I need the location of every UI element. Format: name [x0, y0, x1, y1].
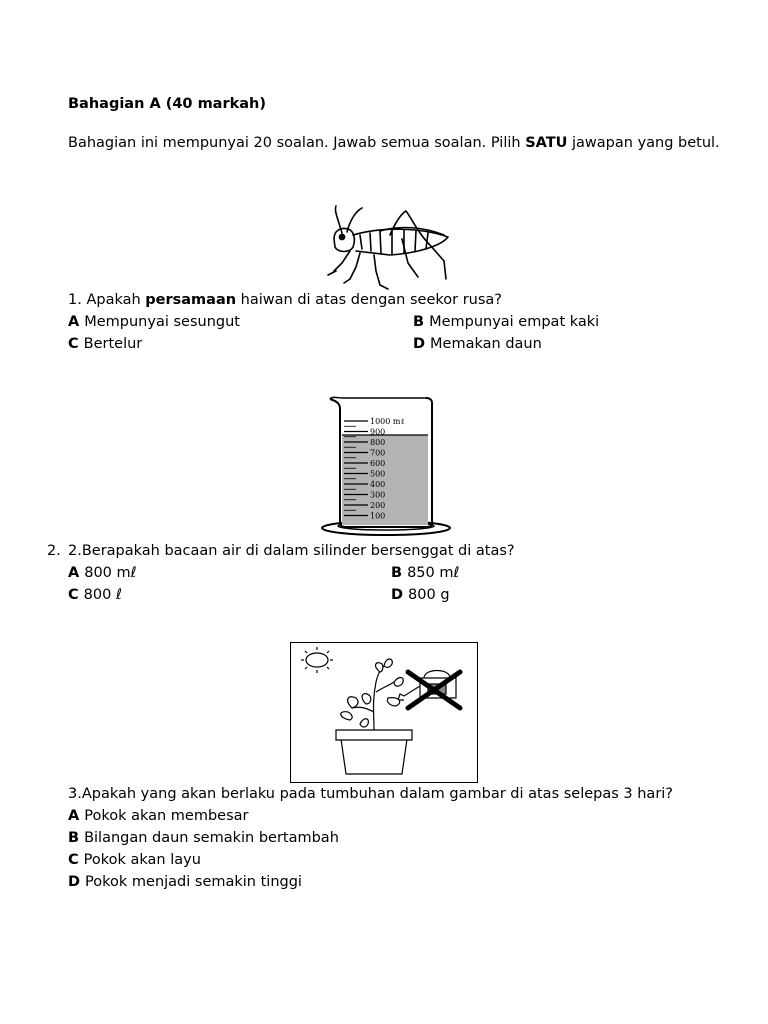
option-text: 800 g — [408, 587, 450, 603]
cylinder-label-700: 700 — [370, 448, 386, 458]
option-letter: C — [68, 336, 79, 352]
option-letter: D — [391, 587, 404, 603]
option-letter: A — [68, 314, 80, 330]
cylinder-label-900: 900 — [370, 427, 386, 437]
q1-option-c[interactable] — [68, 336, 142, 352]
question-text: 1. Apakah — [68, 292, 146, 308]
q3-option-b[interactable] — [68, 830, 339, 846]
measuring-cylinder-illustration — [318, 395, 454, 537]
cylinder-label-400: 400 — [370, 480, 386, 489]
instruction-text: Bahagian ini mempunyai 20 soalan. Jawab semua soalan. Pilih — [68, 135, 526, 151]
option-text: Bertelur — [83, 336, 143, 352]
option-letter: D — [413, 336, 426, 352]
q1-option-a[interactable] — [68, 314, 240, 330]
question-3-stem: 3.Apakah yang akan berlaku pada tumbuhan dalam gambar di atas selepas 3 hari? — [68, 786, 674, 802]
plant-no-water-illustration — [290, 642, 478, 783]
q3-option-d[interactable] — [68, 874, 302, 890]
question-2-list-number: 2. — [47, 543, 61, 559]
q2-option-d[interactable] — [391, 587, 450, 603]
cylinder-label-500: 500 — [370, 469, 386, 479]
section-title: Bahagian A (40 markah) — [68, 96, 266, 112]
option-text: Pokok menjadi semakin tinggi — [85, 874, 302, 890]
option-letter: D — [68, 874, 81, 890]
q2-option-a[interactable] — [68, 565, 137, 581]
q3-option-c[interactable] — [68, 852, 201, 868]
question-emphasis: persamaan — [145, 292, 237, 308]
question-1-stem — [68, 292, 502, 308]
option-text: Bilangan daun semakin bertambah — [84, 830, 339, 846]
option-letter: C — [68, 587, 79, 603]
cylinder-label-600: 600 — [370, 459, 386, 468]
option-text: Pokok akan layu — [83, 852, 201, 868]
cylinder-label-300: 300 — [370, 490, 386, 500]
option-text: 850 mℓ — [407, 565, 460, 581]
q1-option-d[interactable] — [413, 336, 542, 352]
q2-option-b[interactable] — [391, 565, 459, 581]
option-text: Mempunyai sesungut — [84, 314, 240, 330]
question-text-end: haiwan di atas dengan seekor rusa? — [236, 292, 502, 308]
option-text: 800 mℓ — [84, 565, 137, 581]
option-letter: C — [68, 852, 79, 868]
instruction-emphasis: SATU — [525, 135, 568, 151]
grasshopper-illustration — [320, 205, 450, 290]
section-instruction — [68, 135, 720, 151]
cylinder-label-100: 100 — [370, 511, 386, 521]
option-text: Pokok akan membesar — [84, 808, 249, 824]
q2-option-c[interactable] — [68, 587, 122, 603]
question-2-stem: 2.Berapakah bacaan air di dalam silinder bersenggat di atas? — [68, 543, 515, 559]
cylinder-label-200: 200 — [370, 501, 386, 510]
option-text: Memakan daun — [430, 336, 542, 352]
option-letter: B — [413, 314, 425, 330]
instruction-text-end: jawapan yang betul. — [567, 135, 720, 151]
option-text: Mempunyai empat kaki — [429, 314, 600, 330]
cylinder-label-800: 800 — [370, 438, 386, 447]
option-letter: B — [68, 830, 80, 846]
q1-option-b[interactable] — [413, 314, 599, 330]
option-text: 800 ℓ — [83, 587, 122, 603]
q3-option-a[interactable] — [68, 808, 249, 824]
cylinder-label-1000: 1000 mℓ — [370, 417, 405, 426]
option-letter: A — [68, 565, 80, 581]
option-letter: A — [68, 808, 80, 824]
option-letter: B — [391, 565, 403, 581]
